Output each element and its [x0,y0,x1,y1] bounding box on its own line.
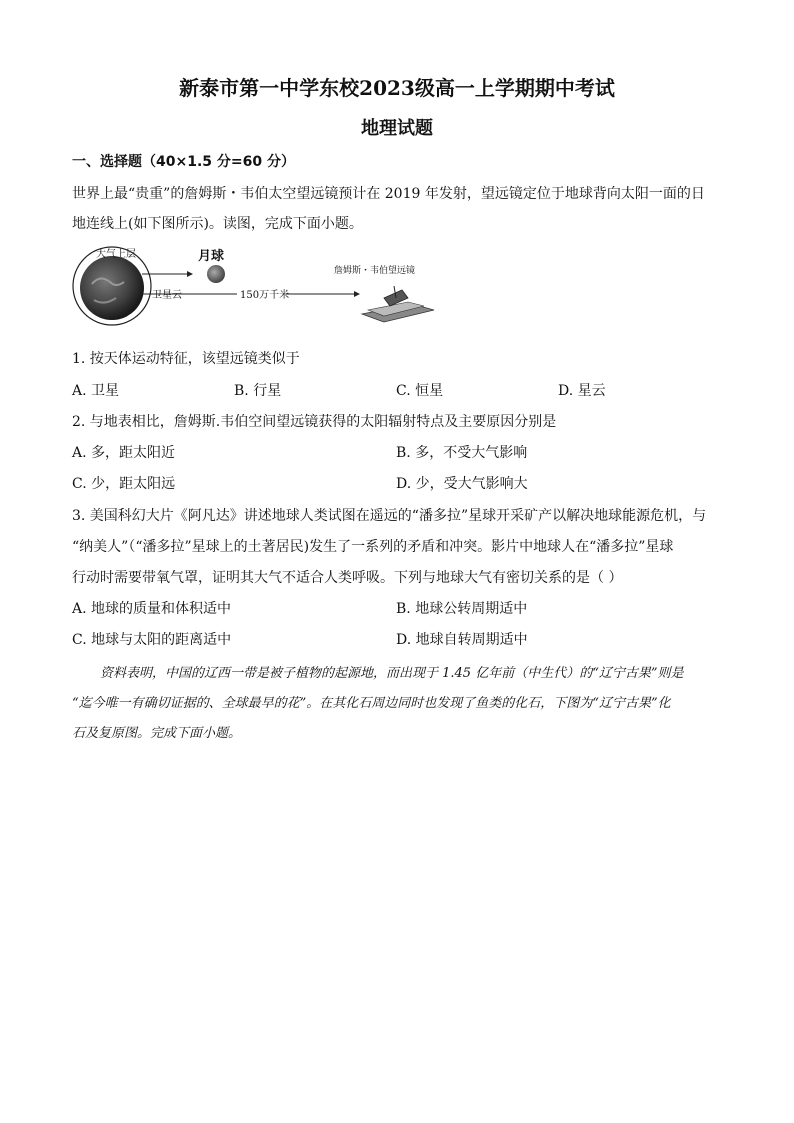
q2-option-c[interactable]: C. 少，距太阳远 [72,476,176,492]
intro-line-1: 世界上最“贵重”的詹姆斯・韦伯太空望远镜预计在 2019 年发射，望远镜定位于地球背向太阳一面的日 [72,186,705,202]
q3-stem-line-1: 3. 美国科幻大片《阿凡达》讲述地球人类试图在遥远的“潘多拉”星球开采矿产以解决地球能源危机，与 [72,508,707,524]
moon-label: 月球 [198,249,225,264]
passage-line-3: 石及复原图。完成下面小题。 [72,726,242,741]
q3-option-b[interactable]: B. 地球公转周期适中 [396,601,528,617]
q1-option-b[interactable]: B. 行星 [234,383,282,399]
q1-option-d[interactable]: D. 星云 [558,383,606,399]
q2-option-d[interactable]: D. 少，受大气影响大 [396,476,528,492]
q3-stem-line-2: “纳美人”（“潘多拉”星球上的土著居民)发生了一系列的矛盾和冲突。影片中地球人在“潘多拉”星球 [72,539,674,555]
page-title: 新泰市第一中学东校2023级高一上学期期中考试 [179,76,615,100]
q2-option-a[interactable]: A. 多，距太阳近 [72,445,176,461]
q1-option-c[interactable]: C. 恒星 [396,383,444,399]
moon-icon [207,265,225,283]
q1-option-a[interactable]: A. 卫星 [72,383,120,399]
q2-stem: 2. 与地表相比，詹姆斯.韦伯空间望远镜获得的太阳辐射特点及主要原因分别是 [72,414,557,430]
q3-option-a[interactable]: A. 地球的质量和体积适中 [72,601,232,617]
cloud-label: 卫星云 [152,290,182,301]
telescope-position-diagram [72,246,442,328]
page-subtitle: 地理试题 [361,118,433,139]
passage-line-2: “迄今唯一有确切证据的、全球最早的花”。在其化石周边同时也发现了鱼类的化石，下图为“辽宁古果”化 [72,696,671,711]
atmosphere-label: 大气上层 [96,249,136,260]
section-heading: 一、选择题（40×1.5 分=60 分） [72,154,295,170]
telescope-label: 詹姆斯・韦伯望远镜 [334,266,416,276]
q2-option-b[interactable]: B. 多，不受大气影响 [396,445,528,461]
distance-label: 150万千米 [240,290,290,301]
q3-stem-line-3: 行动时需要带氧气罩，证明其大气不适合人类呼吸。下列与地球大气有密切关系的是（ ） [72,570,623,586]
passage-line-1: 资料表明，中国的辽西一带是被子植物的起源地，而出现于 1.45 亿年前（中生代）的“辽宁古果”则是 [100,666,684,681]
intro-line-2: 地连线上(如下图所示)。读图，完成下面小题。 [72,216,363,232]
q3-option-d[interactable]: D. 地球自转周期适中 [396,632,528,648]
q1-stem: 1. 按天体运动特征，该望远镜类似于 [72,351,300,367]
q3-option-c[interactable]: C. 地球与太阳的距离适中 [72,632,232,648]
telescope-icon [362,286,434,322]
